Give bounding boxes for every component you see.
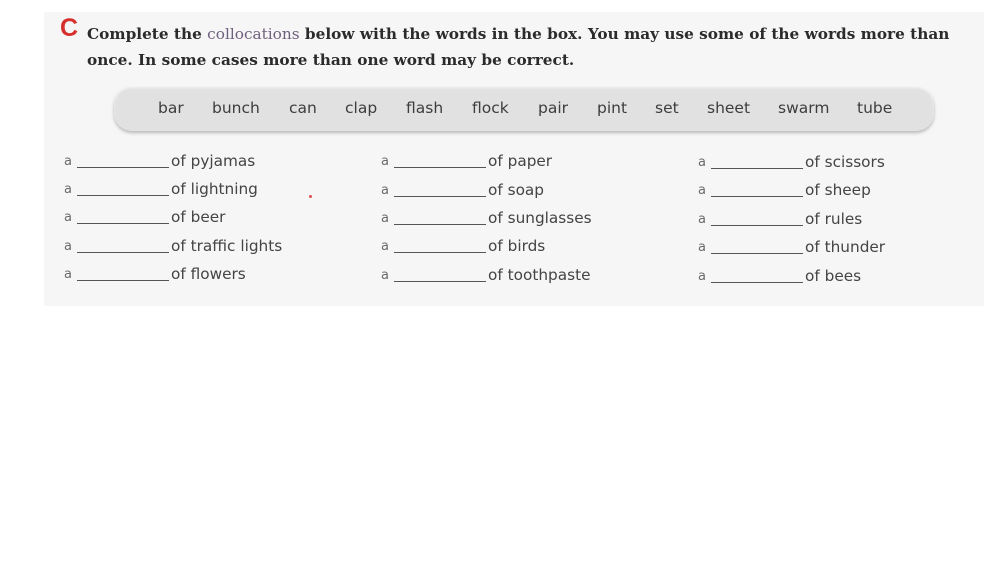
instruction-text-1: Complete the (87, 25, 208, 43)
word-box-item: bunch (212, 99, 260, 117)
answer-blank[interactable] (77, 195, 169, 196)
word-box-item: swarm (778, 99, 830, 117)
stray-mark (309, 195, 312, 198)
article: a (698, 155, 706, 170)
collocation-phrase: of pyjamas (171, 152, 256, 170)
word-box-item: flock (472, 99, 509, 117)
word-box-item: tube (857, 99, 893, 117)
collocation-phrase: of toothpaste (488, 266, 591, 284)
collocation-phrase: of paper (488, 152, 553, 170)
article: a (381, 183, 389, 198)
instruction-highlight: collocations (207, 25, 300, 43)
answer-blank[interactable] (77, 223, 169, 224)
article: a (381, 239, 389, 254)
word-box-item: bar (158, 99, 184, 117)
word-box-item: sheet (707, 99, 751, 117)
answer-blank[interactable] (394, 167, 486, 168)
collocation-phrase: of rules (805, 210, 863, 228)
article: a (64, 267, 72, 282)
answer-blank[interactable] (394, 224, 486, 225)
word-box-item: can (289, 99, 317, 117)
article: a (698, 240, 706, 255)
article: a (381, 211, 389, 226)
collocation-phrase: of beer (171, 208, 226, 226)
article: a (64, 154, 72, 169)
instructions (87, 21, 967, 73)
answer-blank[interactable] (77, 280, 169, 281)
collocation-phrase: of traffic lights (171, 237, 283, 255)
article: a (381, 154, 389, 169)
article: a (381, 268, 389, 283)
word-box-item: pint (597, 99, 628, 117)
collocation-phrase: of sunglasses (488, 209, 592, 227)
word-box-item: pair (538, 99, 569, 117)
collocation-phrase: of birds (488, 237, 546, 255)
answer-blank[interactable] (394, 281, 486, 282)
article: a (698, 269, 706, 284)
answer-blank[interactable] (394, 252, 486, 253)
answer-blank[interactable] (394, 196, 486, 197)
collocation-phrase: of bees (805, 267, 862, 285)
article: a (698, 183, 706, 198)
word-box-item: clap (345, 99, 378, 117)
collocation-phrase: of soap (488, 181, 545, 199)
instruction-text-2: below with the words in the box. You may use some of the words more than once. In some cases more than one word may be correct. (87, 25, 950, 69)
collocation-phrase: of flowers (171, 265, 246, 283)
article: a (64, 210, 72, 225)
word-box-item: set (655, 99, 679, 117)
answer-blank[interactable] (711, 196, 803, 197)
answer-blank[interactable] (711, 282, 803, 283)
article: a (64, 182, 72, 197)
collocation-phrase: of scissors (805, 153, 885, 171)
collocation-phrase: of lightning (171, 180, 258, 198)
answer-blank[interactable] (711, 225, 803, 226)
answer-blank[interactable] (77, 167, 169, 168)
answer-blank[interactable] (711, 168, 803, 169)
article: a (64, 239, 72, 254)
article: a (698, 212, 706, 227)
answer-blank[interactable] (77, 252, 169, 253)
word-box-item: flash (406, 99, 444, 117)
answer-blank[interactable] (711, 253, 803, 254)
section-letter: C (60, 14, 79, 42)
collocation-phrase: of sheep (805, 181, 871, 199)
collocation-phrase: of thunder (805, 238, 886, 256)
